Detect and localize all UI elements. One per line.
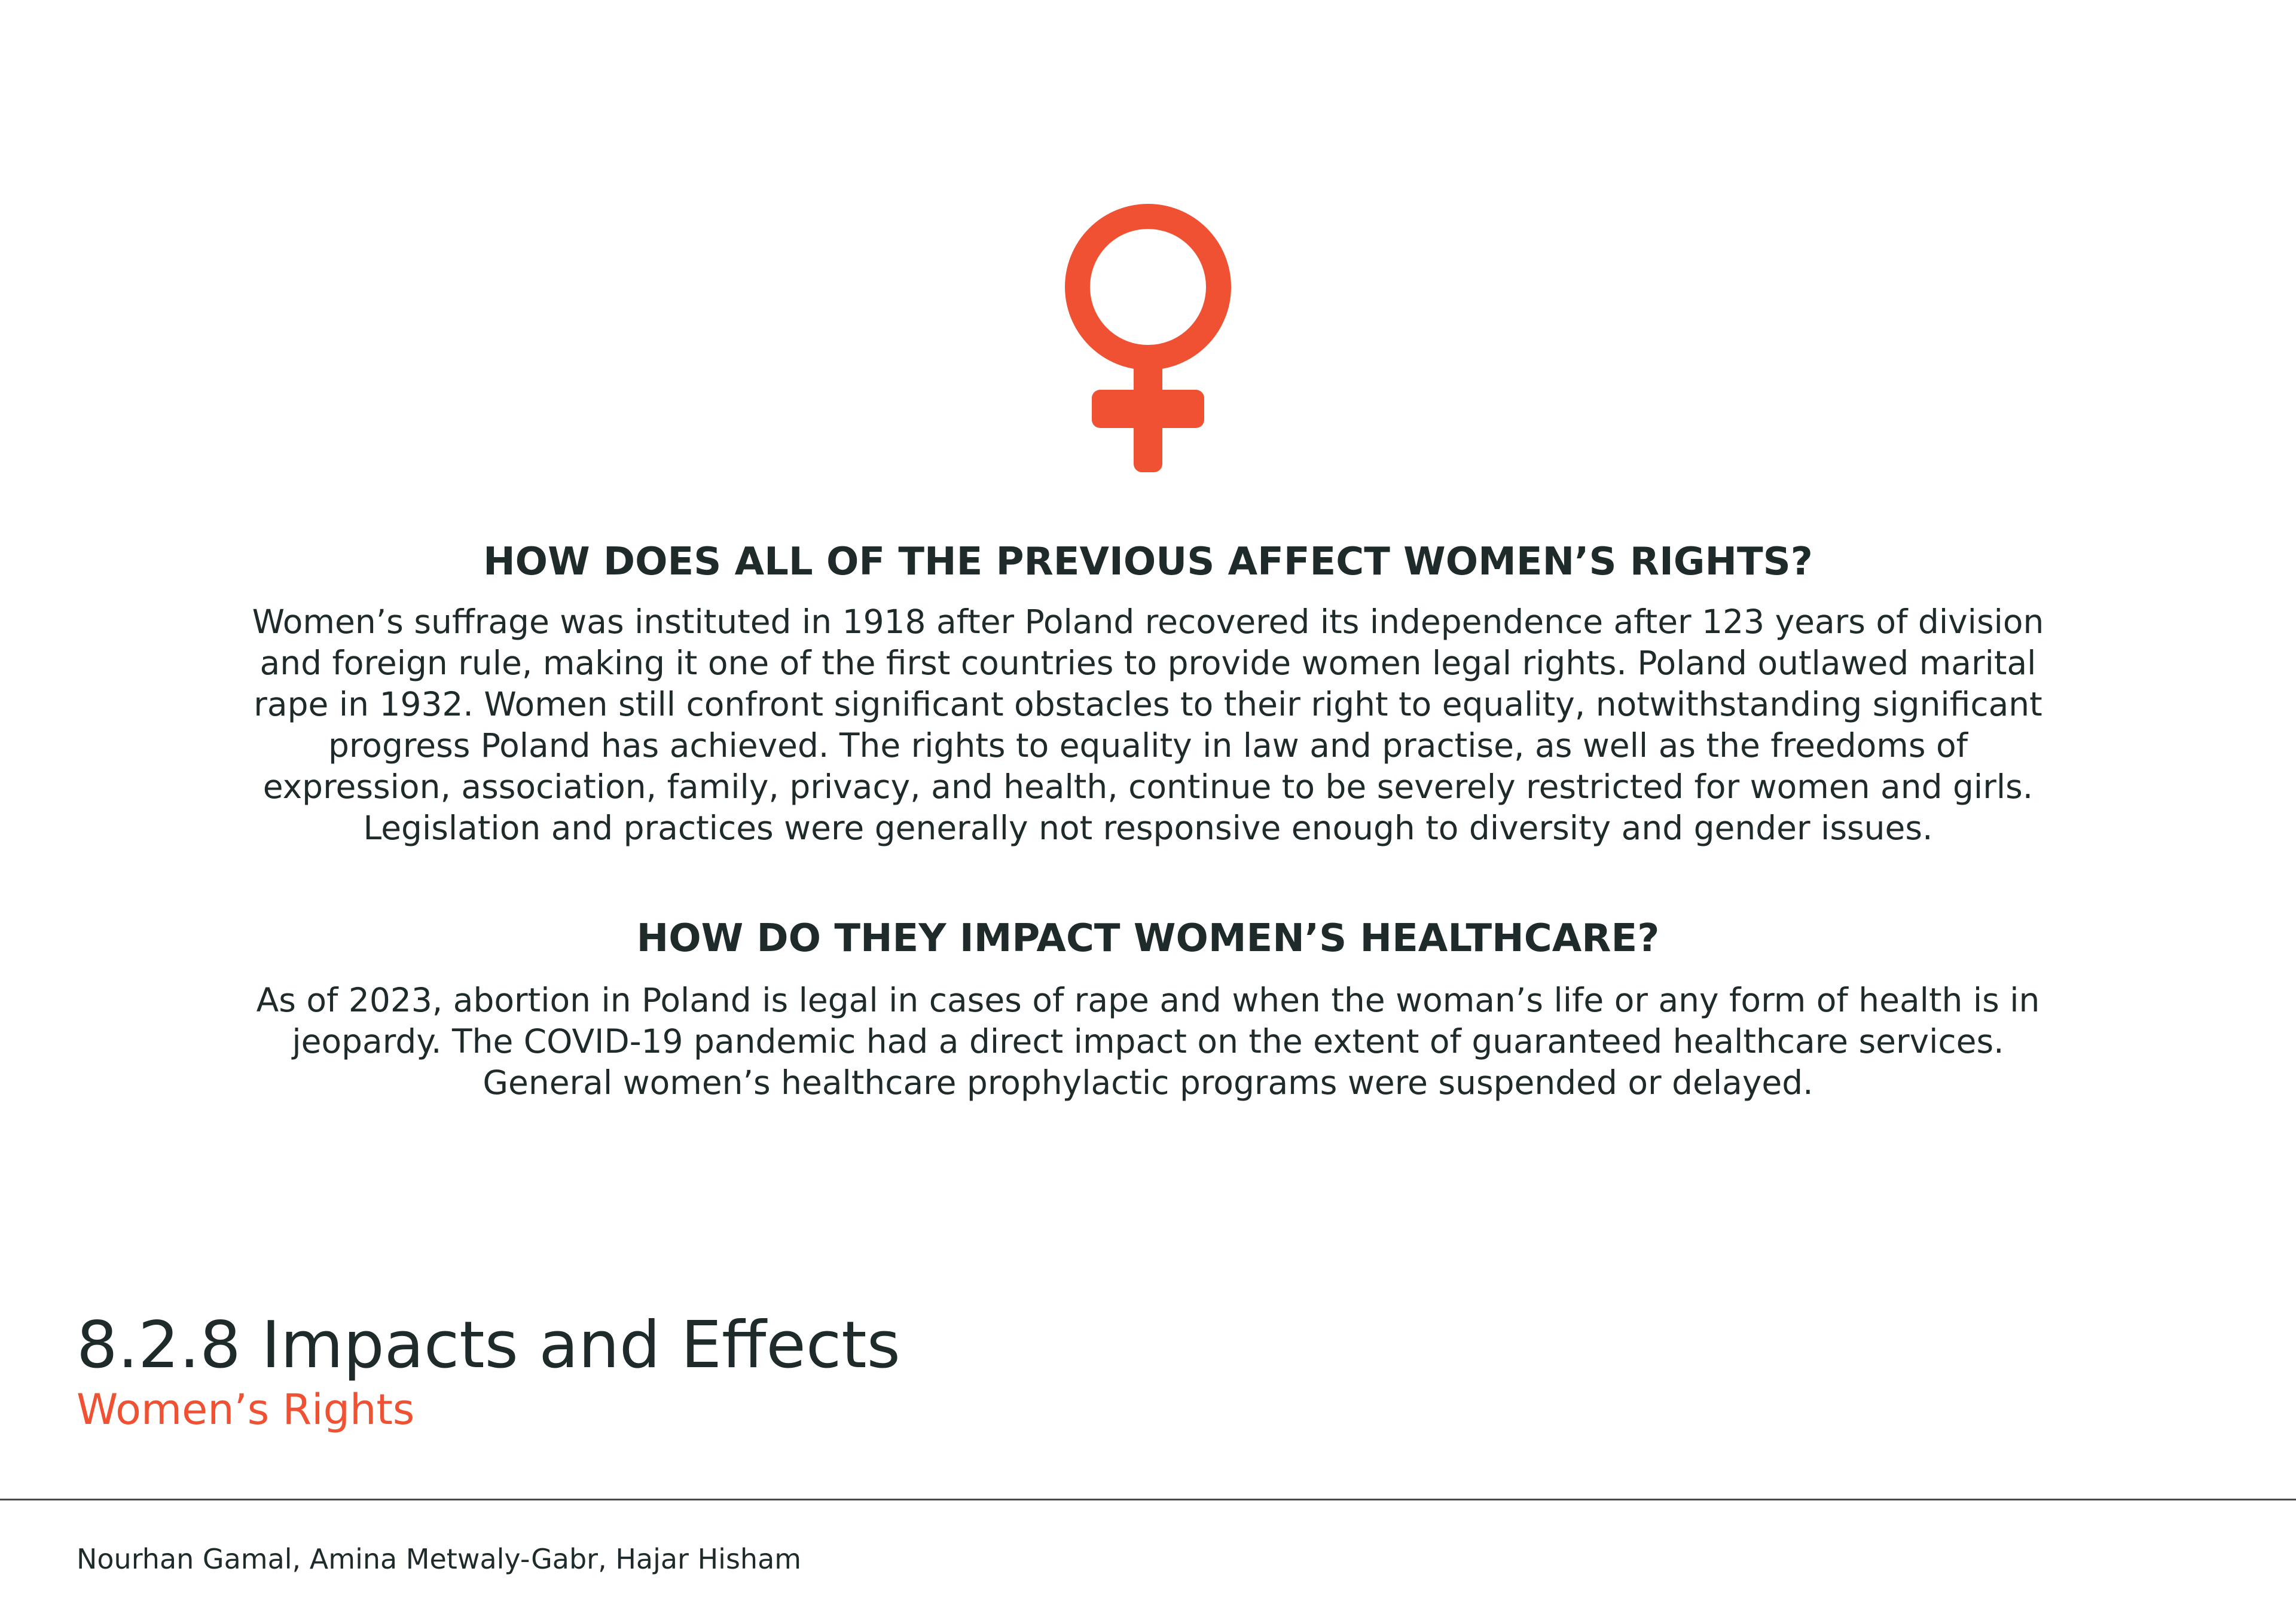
healthcare-line: jeopardy. The COVID-19 pandemic had a direct impact on the extent of guaranteed healthcare services. xyxy=(292,1022,2004,1060)
female-symbol-icon xyxy=(1058,203,1238,478)
healthcare-heading: HOW DO THEY IMPACT WOMEN’S HEALTHCARE? xyxy=(636,916,1660,961)
healthcare-line: General women’s healthcare prophylactic programs were suspended or delayed. xyxy=(483,1063,1813,1102)
rights-line: and foreign rule, making it one of the first countries to provide women legal rights. Poland outlawed marital xyxy=(259,644,2037,682)
healthcare-paragraph xyxy=(251,980,2045,1104)
rights-line: rape in 1932. Women still confront significant obstacles to their right to equality, notwithstanding significant xyxy=(254,685,2042,723)
rights-line: expression, association, family, privacy, and health, continue to be severely restricted for women and girls. xyxy=(262,768,2034,806)
footer-divider xyxy=(0,1499,2296,1500)
rights-paragraph xyxy=(251,601,2045,849)
healthcare-line: As of 2023, abortion in Poland is legal in cases of rape and when the woman’s life or any form of health is in xyxy=(256,981,2040,1019)
authors-credit: Nourhan Gamal, Amina Metwaly-Gabr, Hajar Hisham xyxy=(77,1543,802,1575)
rights-heading: HOW DOES ALL OF THE PREVIOUS AFFECT WOMEN’S RIGHTS? xyxy=(483,540,1813,584)
section-title: 8.2.8 Impacts and Effects xyxy=(77,1308,900,1383)
rights-line: Women’s suffrage was instituted in 1918 after Poland recovered its independence after 123 years of division xyxy=(252,603,2044,641)
section-subtitle: Women’s Rights xyxy=(77,1385,415,1434)
rights-line: Legislation and practices were generally not responsive enough to diversity and gender issues. xyxy=(363,809,1933,847)
rights-line: progress Poland has achieved. The rights to equality in law and practise, as well as the freedoms of xyxy=(328,726,1968,765)
